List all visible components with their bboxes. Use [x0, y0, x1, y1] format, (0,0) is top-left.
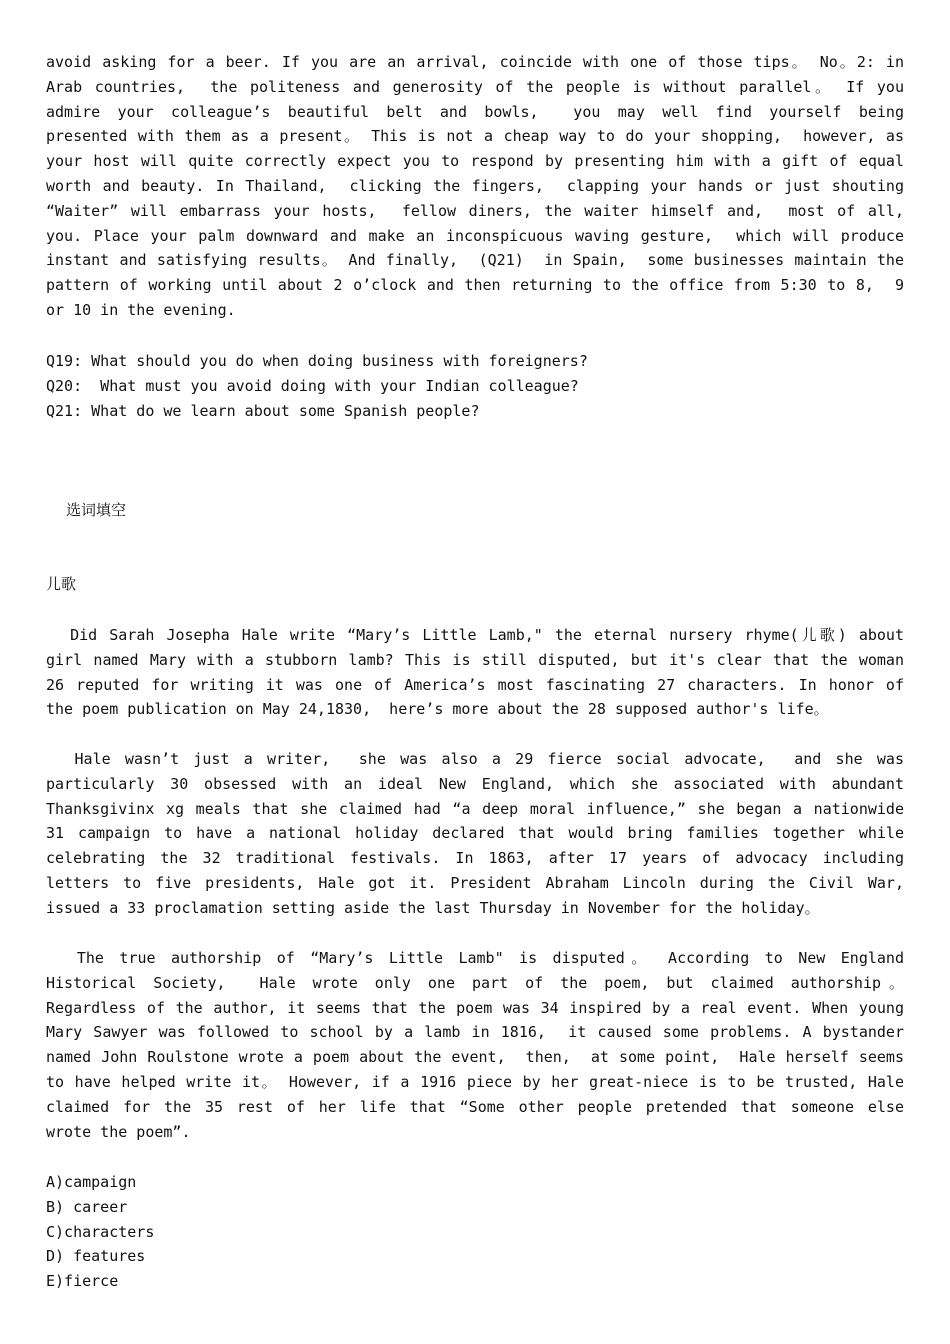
- text-line: “Waiter” will embarrass your hosts, fellow diners, the waiter himself and, most of all,: [46, 201, 904, 220]
- text-line: Thanksgivinx xg meals that she claimed had “a deep moral influence,” she began a nationwide: [46, 799, 904, 818]
- text-line: Arab countries, the politeness and generosity of the people is without parallel。 If you: [46, 77, 904, 96]
- text-line: instant and satisfying results。 And finally, (Q21) in Spain, some businesses maintain the: [46, 251, 904, 270]
- option-a: A)campaign: [46, 1173, 137, 1191]
- paragraph-intro: [46, 623, 904, 722]
- text-line: The true authorship of “Mary’s Little Lamb" is disputed。 According to New England: [46, 949, 904, 967]
- option-c: C)characters: [46, 1222, 155, 1241]
- text-line: Historical Society, Hale wrote only one part of the poem, but claimed authorship。: [46, 973, 904, 992]
- text-line: to have helped write it。 However, if a 1916 piece by her great-niece is to be trusted, Hale: [46, 1072, 904, 1091]
- sub-title: 儿歌: [46, 575, 77, 593]
- text-line: pattern of working until about 2 o’clock and then returning to the office from 5:30 to 8, 9: [46, 276, 904, 295]
- text-line: 31 campaign to have a national holiday declared that would bring families together while: [46, 824, 904, 843]
- text-line: you. Place your palm downward and make an inconspicuous waving gesture, which will produce: [46, 226, 904, 245]
- question-q20: Q20: What must you avoid doing with your Indian colleague?: [46, 376, 579, 395]
- text-line: Regardless of the author, it seems that the poem was 34 inspired by a real event. When young: [46, 998, 904, 1017]
- option-e: E)fierce: [46, 1272, 119, 1291]
- text-line: Mary Sawyer was followed to school by a lamb in 1816, it caused some problems. A bystander: [46, 1023, 904, 1042]
- option-b: B) career: [46, 1197, 128, 1216]
- text-line: Hale wasn’t just a writer, she was also a 29 fierce social advocate, and she was: [46, 750, 904, 768]
- text-line: girl named Mary with a stubborn lamb? This is still disputed, but it's clear that the woman: [46, 650, 904, 669]
- text-line: worth and beauty. In Thailand, clicking the fingers, clapping your hands or just shouting: [46, 176, 904, 195]
- text-line: claimed for the 35 rest of her life that “Some other people pretended that someone else: [46, 1097, 904, 1116]
- paragraph-social-advocate: [46, 747, 904, 921]
- text-line: letters to five presidents, Hale got it. President Abraham Lincoln during the Civil War,: [46, 873, 904, 892]
- text-line: the poem publication on May 24,1830, here’s more about the 28 supposed author's life。: [46, 700, 829, 719]
- text-line: celebrating the 32 traditional festivals. In 1863, after 17 years of advocacy including: [46, 849, 904, 868]
- text-line: avoid asking for a beer. If you are an arrival, coincide with one of those tips。 No。2: in: [46, 53, 904, 71]
- text-line: admire your colleague’s beautiful belt and bowls, you may well find yourself being: [46, 102, 904, 121]
- text-line: Did Sarah Josepha Hale write “Mary’s Little Lamb," the eternal nursery rhyme(儿歌) about: [46, 626, 904, 644]
- text-line: your host will quite correctly expect you to respond by presenting him with a gift of equal: [46, 152, 904, 171]
- question-list: [46, 349, 904, 423]
- text-line: 26 reputed for writing it was one of America’s most fascinating 27 characters. In honor of: [46, 675, 904, 694]
- text-line: wrote the poem”.: [46, 1122, 191, 1141]
- paragraph-etiquette-tips: [46, 50, 904, 323]
- paragraph-authorship: [46, 946, 904, 1144]
- text-line: presented with them as a present。 This is not a cheap way to do your shopping, however, as: [46, 127, 904, 146]
- text-line: or 10 in the evening.: [46, 300, 236, 319]
- text-line: named John Roulstone wrote a poem about the event, then, at some point, Hale herself seems: [46, 1048, 904, 1067]
- word-options-list: [46, 1170, 904, 1294]
- section-title: 选词填空: [66, 501, 127, 519]
- question-q21: Q21: What do we learn about some Spanish people?: [46, 401, 480, 420]
- text-line: particularly 30 obsessed with an ideal New England, which she associated with abundant: [46, 774, 904, 793]
- question-q19: Q19: What should you do when doing business with foreigners?: [46, 352, 588, 370]
- text-line: issued a 33 proclamation setting aside the last Thursday in November for the holiday。: [46, 898, 820, 917]
- option-d: D) features: [46, 1247, 146, 1266]
